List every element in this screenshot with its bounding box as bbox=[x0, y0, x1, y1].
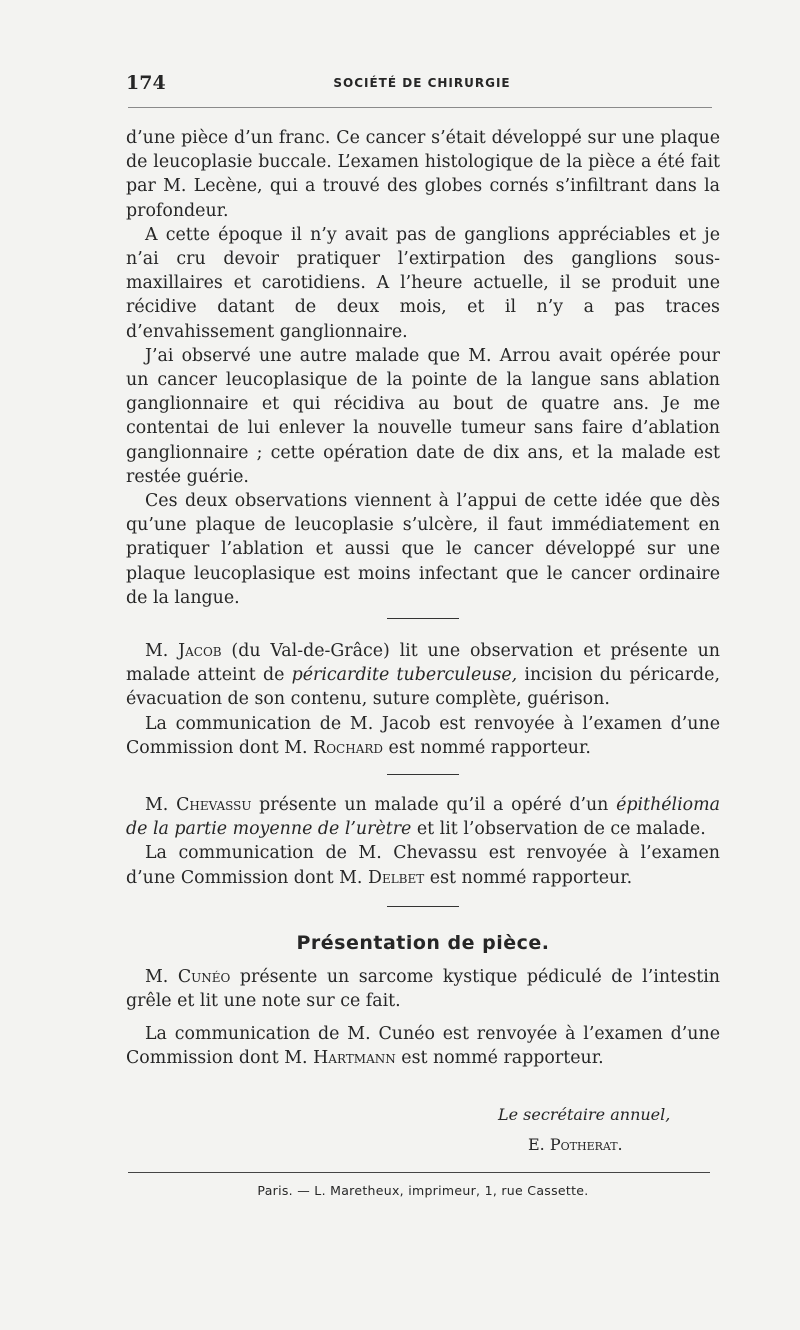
italic-term: épithélioma de la partie moyenne de l’urètre bbox=[126, 795, 721, 840]
text-run: présente un sarcome kystique pédiculé de l’intestin grêle et lit une note sur ce fait. bbox=[126, 967, 720, 1012]
section-title: Présentation de pièce. bbox=[296, 931, 550, 954]
speaker-prefix: M. bbox=[145, 795, 169, 816]
paragraph: d’une pièce d’un franc. Ce cancer s’était développé sur une plaque de leucoplasie buccale. L’examen histologique de la pièce a été fait par M. Lecène, qui a trouvé des globes cornés s’infiltrant dans la profondeur. bbox=[126, 128, 720, 221]
page-number: 174 bbox=[126, 72, 166, 94]
text-run: incision du péricarde, évacuation de son contenu, suture complète, guérison. bbox=[126, 665, 721, 710]
speaker-name: Jacob bbox=[178, 641, 222, 662]
jacob-paragraph bbox=[126, 639, 720, 712]
speaker-prefix: M. bbox=[145, 967, 169, 988]
rapporteur-name: Hartmann bbox=[313, 1047, 396, 1068]
italic-term: péricardite tuberculeuse, bbox=[291, 665, 518, 686]
text-run: est nommé rapporteur. bbox=[424, 867, 633, 888]
cuneo-paragraph bbox=[126, 965, 720, 1013]
rapporteur-name: Rochard bbox=[313, 737, 384, 758]
text-run: et lit l’observation de ce malade. bbox=[411, 819, 706, 840]
printer-imprint: Paris. — L. Maretheux, imprimeur, 1, rue Cassette. bbox=[257, 1183, 589, 1198]
signature-role: Le secrétaire annuel, bbox=[498, 1105, 671, 1124]
speaker-name: Cunéo bbox=[177, 967, 231, 988]
page-header bbox=[126, 70, 718, 100]
text-run: La communication de M. Chevassu est renvoyée à l’examen d’une Commission dont M. bbox=[126, 843, 720, 888]
signature-name: E. Potherat. bbox=[528, 1135, 623, 1154]
speaker-name: Chevassu bbox=[176, 795, 252, 816]
text-run: est nommé rapporteur. bbox=[383, 737, 591, 758]
page-body bbox=[126, 126, 720, 1070]
text-run: est nommé rapporteur. bbox=[395, 1047, 604, 1068]
chevassu-paragraph bbox=[126, 793, 720, 841]
section-separator bbox=[387, 906, 459, 907]
paragraph: Ces deux observations viennent à l’appui de cette idée que dès qu’une plaque de leucoplasie s’ulcère, il faut immédiatement en pratiquer l’ablation et aussi que le cancer développé sur une plaque leucoplasique est moins infectant que le cancer ordinaire de la langue. bbox=[126, 491, 720, 608]
rapporteur-name: Delbet bbox=[368, 867, 425, 888]
text-run: présente un malade qu’il a opéré d’un bbox=[251, 795, 617, 816]
text-run: La communication de M. Cunéo est renvoyée à l’examen d’une Commission dont M. bbox=[126, 1023, 720, 1068]
section-separator bbox=[387, 618, 459, 619]
paragraph: A cette époque il n’y avait pas de ganglions appréciables et je n’ai cru devoir pratiquer l’extirpation des ganglions sous-maxillaires et carotidiens. A l’heure actuelle, il se produit une récidive datant de deux mois, et il n’y a pas traces d’envahissement ganglionnaire. bbox=[126, 224, 720, 342]
footer-rule bbox=[128, 1172, 710, 1173]
text-run: (du Val-de-Grâce) lit une observation et présente un malade atteint de bbox=[126, 641, 721, 686]
speaker-prefix: M. bbox=[145, 641, 169, 662]
section-separator bbox=[387, 774, 459, 775]
text-run: La communication de M. Jacob est renvoyée à l’examen d’une Commission dont M. bbox=[126, 713, 720, 758]
jacob-commission-paragraph bbox=[126, 712, 720, 760]
paragraph: J’ai observé une autre malade que M. Arrou avait opérée pour un cancer leucoplasique de la pointe de la langue sans ablation ganglionnaire et qui récidiva au bout de quatre ans. Je me contentai de lui enlever la nouvelle tumeur sans faire d’ablation ganglionnaire ; cette opération date de dix ans, et la malade est restée guérie. bbox=[126, 345, 720, 487]
running-title: SOCIÉTÉ DE CHIRURGIE bbox=[333, 76, 511, 90]
header-rule bbox=[128, 107, 712, 108]
cuneo-commission-paragraph bbox=[126, 1022, 720, 1070]
chevassu-commission-paragraph bbox=[126, 841, 720, 889]
